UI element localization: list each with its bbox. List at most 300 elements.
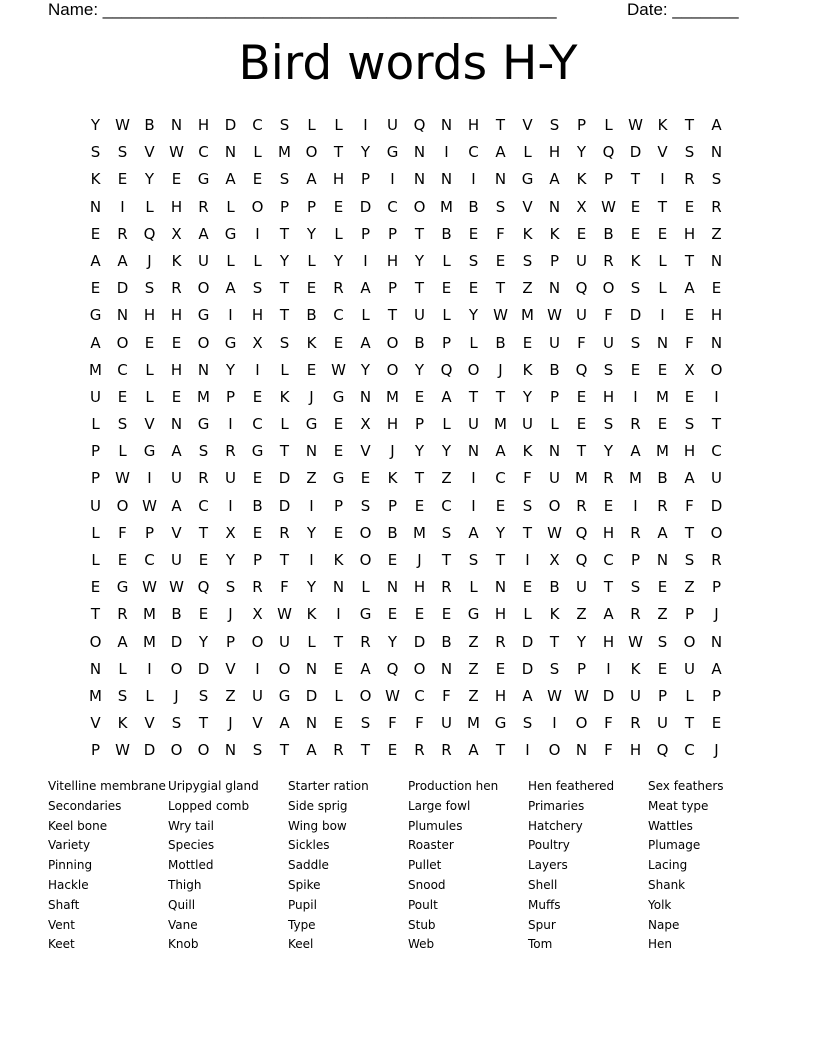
grid-letter[interactable]: Y — [414, 442, 425, 461]
grid-letter[interactable]: D — [521, 632, 534, 651]
grid-letter[interactable]: B — [495, 333, 506, 352]
grid-letter[interactable]: G — [386, 143, 399, 162]
grid-letter[interactable]: H — [251, 306, 264, 325]
grid-letter[interactable]: Y — [90, 116, 101, 134]
grid-letter[interactable]: C — [414, 686, 425, 705]
grid-letter[interactable]: U — [198, 251, 209, 270]
grid-letter[interactable]: V — [360, 442, 371, 461]
grid-letter[interactable]: B — [468, 197, 479, 216]
grid-letter[interactable]: I — [471, 469, 476, 488]
grid-letter[interactable]: C — [441, 496, 452, 515]
grid-letter[interactable]: E — [684, 306, 695, 325]
grid-letter[interactable]: N — [494, 170, 507, 189]
grid-letter[interactable]: M — [197, 387, 210, 406]
grid-letter[interactable]: E — [252, 387, 263, 406]
grid-letter[interactable]: Q — [197, 578, 210, 597]
grid-letter[interactable]: N — [494, 578, 507, 597]
grid-letter[interactable]: V — [252, 714, 263, 733]
grid-letter[interactable]: B — [414, 333, 425, 352]
grid-letter[interactable]: C — [387, 197, 398, 216]
grid-letter[interactable]: S — [603, 360, 614, 379]
grid-letter[interactable]: R — [441, 578, 452, 597]
grid-letter[interactable]: I — [471, 170, 476, 189]
grid-letter[interactable]: I — [363, 251, 368, 270]
grid-letter[interactable]: O — [548, 741, 561, 760]
grid-letter[interactable]: S — [198, 686, 209, 705]
grid-letter[interactable]: V — [144, 143, 155, 162]
grid-letter[interactable]: L — [523, 605, 532, 624]
grid-letter[interactable]: O — [197, 333, 210, 352]
grid-letter[interactable]: O — [170, 741, 183, 760]
grid-letter[interactable]: O — [116, 333, 129, 352]
grid-letter[interactable]: T — [684, 523, 695, 542]
grid-letter[interactable]: G — [197, 415, 210, 434]
grid-letter[interactable]: Y — [360, 143, 371, 162]
grid-letter[interactable]: Q — [602, 143, 615, 162]
grid-letter[interactable]: P — [711, 578, 722, 597]
grid-letter[interactable]: L — [658, 279, 667, 298]
grid-letter[interactable]: X — [252, 333, 263, 352]
grid-letter[interactable]: Q — [575, 360, 588, 379]
grid-letter[interactable]: B — [657, 469, 668, 488]
grid-letter[interactable]: L — [334, 686, 343, 705]
grid-letter[interactable]: E — [171, 170, 182, 189]
grid-letter[interactable]: N — [575, 741, 588, 760]
grid-letter[interactable]: E — [441, 605, 452, 624]
grid-letter[interactable]: L — [307, 116, 316, 134]
grid-letter[interactable]: W — [547, 306, 562, 325]
grid-letter[interactable]: K — [387, 469, 398, 488]
grid-letter[interactable]: G — [305, 415, 318, 434]
grid-letter[interactable]: W — [493, 306, 508, 325]
grid-letter[interactable]: C — [252, 415, 263, 434]
grid-letter[interactable]: I — [309, 496, 314, 515]
grid-letter[interactable]: I — [255, 360, 260, 379]
grid-letter[interactable]: L — [91, 551, 100, 569]
grid-letter[interactable]: U — [576, 578, 587, 597]
grid-letter[interactable]: J — [309, 387, 314, 406]
grid-letter[interactable]: R — [198, 469, 209, 488]
grid-letter[interactable]: H — [170, 306, 183, 325]
grid-letter[interactable]: L — [91, 415, 100, 434]
grid-letter[interactable]: O — [359, 551, 372, 569]
grid-letter[interactable]: F — [442, 686, 451, 705]
grid-letter[interactable]: O — [170, 659, 183, 678]
grid-letter[interactable]: V — [657, 143, 668, 162]
grid-letter[interactable]: O — [359, 523, 372, 542]
grid-letter[interactable]: E — [522, 578, 533, 597]
grid-letter[interactable]: A — [171, 496, 182, 515]
grid-letter[interactable]: L — [118, 659, 127, 678]
grid-letter[interactable]: C — [198, 143, 209, 162]
grid-letter[interactable]: Z — [468, 659, 479, 678]
grid-letter[interactable]: P — [576, 659, 587, 678]
grid-letter[interactable]: S — [657, 632, 668, 651]
grid-letter[interactable]: R — [576, 496, 587, 515]
grid-letter[interactable]: L — [442, 251, 451, 270]
grid-letter[interactable]: D — [116, 279, 129, 298]
grid-letter[interactable]: L — [253, 143, 262, 162]
grid-letter[interactable]: N — [440, 116, 453, 134]
grid-letter[interactable]: T — [603, 578, 614, 597]
grid-letter[interactable]: N — [224, 741, 237, 760]
grid-letter[interactable]: I — [228, 306, 233, 325]
grid-letter[interactable]: R — [225, 442, 236, 461]
grid-letter[interactable]: S — [252, 279, 263, 298]
grid-letter[interactable]: P — [90, 741, 101, 760]
grid-letter[interactable]: K — [576, 170, 587, 189]
grid-letter[interactable]: T — [684, 116, 695, 134]
grid-letter[interactable]: K — [171, 251, 182, 270]
grid-letter[interactable]: E — [414, 387, 425, 406]
grid-letter[interactable]: N — [656, 551, 669, 569]
grid-letter[interactable]: S — [630, 333, 641, 352]
grid-letter[interactable]: F — [523, 469, 532, 488]
grid-letter[interactable]: E — [441, 279, 452, 298]
grid-letter[interactable]: D — [413, 632, 426, 651]
grid-letter[interactable]: A — [117, 632, 128, 651]
grid-letter[interactable]: E — [657, 360, 668, 379]
grid-letter[interactable]: S — [225, 578, 236, 597]
grid-letter[interactable]: L — [307, 632, 316, 651]
grid-letter[interactable]: S — [279, 333, 290, 352]
grid-letter[interactable]: K — [306, 605, 317, 624]
grid-letter[interactable]: I — [552, 714, 557, 733]
grid-letter[interactable]: E — [90, 578, 101, 597]
grid-letter[interactable]: E — [387, 741, 398, 760]
grid-letter[interactable]: E — [333, 442, 344, 461]
grid-letter[interactable]: A — [360, 279, 371, 298]
grid-letter[interactable]: Y — [279, 251, 290, 270]
grid-letter[interactable]: N — [224, 143, 237, 162]
grid-letter[interactable]: L — [226, 197, 235, 216]
grid-letter[interactable]: H — [602, 387, 615, 406]
grid-letter[interactable]: O — [548, 496, 561, 515]
grid-letter[interactable]: K — [549, 224, 560, 243]
grid-letter[interactable]: K — [306, 333, 317, 352]
grid-letter[interactable]: I — [255, 224, 260, 243]
grid-letter[interactable]: O — [197, 279, 210, 298]
grid-letter[interactable]: P — [603, 170, 614, 189]
grid-letter[interactable]: K — [630, 251, 641, 270]
grid-letter[interactable]: O — [413, 659, 426, 678]
grid-letter[interactable]: U — [414, 306, 425, 325]
grid-letter[interactable]: H — [602, 632, 615, 651]
grid-letter[interactable]: V — [144, 415, 155, 434]
grid-letter[interactable]: W — [628, 116, 643, 134]
grid-letter[interactable]: Q — [575, 523, 588, 542]
grid-letter[interactable]: Y — [306, 224, 317, 243]
grid-letter[interactable]: C — [468, 143, 479, 162]
grid-letter[interactable]: I — [336, 605, 341, 624]
grid-letter[interactable]: W — [169, 578, 184, 597]
grid-letter[interactable]: T — [549, 632, 560, 651]
grid-letter[interactable]: Y — [603, 442, 614, 461]
grid-letter[interactable]: Y — [414, 360, 425, 379]
grid-letter[interactable]: G — [467, 605, 480, 624]
grid-letter[interactable]: L — [469, 333, 478, 352]
grid-letter[interactable]: P — [576, 116, 587, 134]
grid-letter[interactable]: U — [603, 333, 614, 352]
grid-letter[interactable]: N — [548, 197, 561, 216]
grid-letter[interactable]: W — [115, 469, 130, 488]
grid-letter[interactable]: Y — [306, 578, 317, 597]
grid-letter[interactable]: R — [333, 279, 344, 298]
grid-letter[interactable]: C — [144, 551, 155, 569]
grid-letter[interactable]: Z — [657, 605, 668, 624]
grid-letter[interactable]: I — [525, 551, 530, 569]
grid-letter[interactable]: G — [116, 578, 129, 597]
grid-letter[interactable]: W — [628, 632, 643, 651]
grid-letter[interactable]: S — [630, 279, 641, 298]
grid-letter[interactable]: I — [633, 496, 638, 515]
grid-letter[interactable]: O — [386, 360, 399, 379]
grid-letter[interactable]: F — [388, 714, 397, 733]
grid-letter[interactable]: R — [603, 251, 614, 270]
grid-letter[interactable]: E — [495, 251, 506, 270]
grid-letter[interactable]: U — [630, 686, 641, 705]
grid-letter[interactable]: O — [305, 143, 318, 162]
grid-letter[interactable]: H — [683, 442, 696, 461]
grid-letter[interactable]: D — [521, 659, 534, 678]
grid-letter[interactable]: N — [467, 442, 480, 461]
grid-letter[interactable]: T — [657, 197, 668, 216]
grid-letter[interactable]: P — [90, 442, 101, 461]
grid-letter[interactable]: N — [116, 306, 129, 325]
grid-letter[interactable]: H — [170, 360, 183, 379]
grid-letter[interactable]: Y — [225, 360, 236, 379]
grid-letter[interactable]: Y — [495, 523, 506, 542]
grid-letter[interactable]: E — [90, 224, 101, 243]
grid-letter[interactable]: A — [468, 741, 479, 760]
grid-letter[interactable]: J — [714, 741, 719, 760]
grid-letter[interactable]: V — [522, 197, 533, 216]
grid-letter[interactable]: C — [603, 551, 614, 569]
grid-letter[interactable]: C — [333, 306, 344, 325]
grid-letter[interactable]: U — [171, 551, 182, 569]
grid-letter[interactable]: G — [332, 469, 345, 488]
grid-letter[interactable]: E — [252, 170, 263, 189]
grid-letter[interactable]: O — [386, 333, 399, 352]
grid-letter[interactable]: E — [576, 415, 587, 434]
grid-letter[interactable]: Y — [576, 632, 587, 651]
grid-letter[interactable]: V — [225, 659, 236, 678]
grid-letter[interactable]: J — [390, 442, 395, 461]
grid-letter[interactable]: F — [685, 333, 694, 352]
grid-letter[interactable]: P — [414, 415, 425, 434]
grid-letter[interactable]: R — [441, 741, 452, 760]
grid-letter[interactable]: O — [116, 496, 129, 515]
grid-letter[interactable]: X — [684, 360, 695, 379]
grid-letter[interactable]: K — [333, 551, 344, 569]
grid-letter[interactable]: P — [225, 632, 236, 651]
grid-letter[interactable]: E — [468, 279, 479, 298]
grid-letter[interactable]: N — [710, 632, 723, 651]
grid-letter[interactable]: S — [360, 496, 371, 515]
grid-letter[interactable]: D — [197, 659, 210, 678]
grid-letter[interactable]: W — [547, 686, 562, 705]
grid-letter[interactable]: U — [711, 469, 722, 488]
grid-letter[interactable]: J — [714, 605, 719, 624]
grid-letter[interactable]: E — [414, 605, 425, 624]
grid-letter[interactable]: M — [143, 605, 156, 624]
grid-letter[interactable]: M — [413, 523, 426, 542]
grid-letter[interactable]: M — [89, 686, 102, 705]
grid-letter[interactable]: R — [657, 496, 668, 515]
grid-letter[interactable]: S — [684, 415, 695, 434]
grid-letter[interactable]: E — [117, 170, 128, 189]
grid-letter[interactable]: N — [89, 659, 102, 678]
grid-letter[interactable]: K — [522, 224, 533, 243]
grid-letter[interactable]: V — [90, 714, 101, 733]
grid-letter[interactable]: U — [549, 333, 560, 352]
grid-letter[interactable]: E — [468, 224, 479, 243]
grid-letter[interactable]: A — [225, 279, 236, 298]
grid-letter[interactable]: T — [495, 116, 506, 134]
grid-letter[interactable]: E — [117, 387, 128, 406]
grid-letter[interactable]: L — [91, 523, 100, 542]
grid-letter[interactable]: S — [90, 143, 101, 162]
grid-letter[interactable]: B — [603, 224, 614, 243]
grid-letter[interactable]: U — [90, 387, 101, 406]
grid-letter[interactable]: L — [685, 686, 694, 705]
grid-letter[interactable]: T — [279, 279, 290, 298]
grid-letter[interactable]: T — [495, 741, 506, 760]
grid-letter[interactable]: L — [118, 442, 127, 461]
grid-letter[interactable]: S — [144, 279, 155, 298]
grid-letter[interactable]: E — [657, 224, 668, 243]
grid-letter[interactable]: W — [169, 143, 184, 162]
grid-letter[interactable]: O — [467, 360, 480, 379]
grid-letter[interactable]: A — [684, 469, 695, 488]
grid-letter[interactable]: T — [630, 170, 641, 189]
grid-letter[interactable]: J — [498, 360, 503, 379]
grid-letter[interactable]: L — [469, 578, 478, 597]
grid-letter[interactable]: G — [251, 442, 264, 461]
grid-letter[interactable]: E — [90, 279, 101, 298]
grid-letter[interactable]: Z — [306, 469, 317, 488]
grid-letter[interactable]: B — [441, 224, 452, 243]
grid-letter[interactable]: E — [252, 523, 263, 542]
grid-letter[interactable]: H — [683, 224, 696, 243]
grid-letter[interactable]: D — [224, 116, 237, 134]
grid-letter[interactable]: S — [198, 442, 209, 461]
grid-letter[interactable]: T — [279, 224, 290, 243]
grid-letter[interactable]: E — [522, 333, 533, 352]
grid-letter[interactable]: I — [147, 469, 152, 488]
grid-letter[interactable]: L — [307, 251, 316, 270]
grid-letter[interactable]: J — [228, 714, 233, 733]
grid-letter[interactable]: W — [115, 116, 130, 134]
grid-letter[interactable]: B — [171, 605, 182, 624]
grid-letter[interactable]: Z — [576, 605, 587, 624]
grid-letter[interactable]: A — [306, 170, 317, 189]
grid-letter[interactable]: P — [387, 224, 398, 243]
grid-letter[interactable]: G — [197, 306, 210, 325]
grid-letter[interactable]: T — [414, 279, 425, 298]
grid-letter[interactable]: K — [657, 116, 668, 134]
grid-letter[interactable]: Y — [360, 360, 371, 379]
grid-letter[interactable]: D — [602, 686, 615, 705]
grid-letter[interactable]: B — [441, 632, 452, 651]
grid-letter[interactable]: P — [441, 333, 452, 352]
grid-letter[interactable]: M — [89, 360, 102, 379]
grid-letter[interactable]: W — [331, 360, 346, 379]
grid-letter[interactable]: S — [684, 551, 695, 569]
grid-letter[interactable]: P — [630, 551, 641, 569]
grid-letter[interactable]: K — [522, 442, 533, 461]
grid-letter[interactable]: E — [630, 197, 641, 216]
grid-letter[interactable]: U — [468, 415, 479, 434]
grid-letter[interactable]: E — [657, 415, 668, 434]
grid-letter[interactable]: A — [522, 686, 533, 705]
grid-letter[interactable]: L — [604, 116, 613, 134]
grid-letter[interactable]: F — [415, 714, 424, 733]
grid-letter[interactable]: W — [385, 686, 400, 705]
grid-letter[interactable]: S — [279, 170, 290, 189]
grid-letter[interactable]: O — [197, 741, 210, 760]
grid-letter[interactable]: N — [548, 442, 561, 461]
grid-letter[interactable]: E — [171, 387, 182, 406]
grid-letter[interactable]: A — [279, 714, 290, 733]
grid-letter[interactable]: A — [117, 251, 128, 270]
grid-letter[interactable]: I — [714, 387, 719, 406]
grid-letter[interactable]: E — [333, 197, 344, 216]
grid-letter[interactable]: F — [280, 578, 289, 597]
grid-letter[interactable]: L — [226, 251, 235, 270]
grid-letter[interactable]: A — [360, 333, 371, 352]
grid-letter[interactable]: T — [495, 551, 506, 569]
grid-letter[interactable]: P — [549, 251, 560, 270]
grid-letter[interactable]: E — [657, 659, 668, 678]
grid-letter[interactable]: H — [602, 523, 615, 542]
grid-letter[interactable]: U — [549, 469, 560, 488]
grid-letter[interactable]: T — [522, 523, 533, 542]
grid-letter[interactable]: S — [630, 578, 641, 597]
grid-letter[interactable]: N — [332, 578, 345, 597]
grid-letter[interactable]: E — [333, 659, 344, 678]
grid-letter[interactable]: P — [333, 496, 344, 515]
grid-letter[interactable]: M — [494, 415, 507, 434]
grid-letter[interactable]: U — [225, 469, 236, 488]
grid-letter[interactable]: R — [603, 469, 614, 488]
grid-letter[interactable]: N — [305, 714, 318, 733]
grid-letter[interactable]: R — [414, 741, 425, 760]
grid-letter[interactable]: U — [387, 116, 398, 134]
grid-letter[interactable]: E — [333, 415, 344, 434]
grid-letter[interactable]: A — [495, 143, 506, 162]
grid-letter[interactable]: M — [467, 714, 480, 733]
grid-letter[interactable]: K — [549, 605, 560, 624]
grid-letter[interactable]: A — [549, 170, 560, 189]
grid-letter[interactable]: L — [253, 251, 262, 270]
grid-letter[interactable]: R — [198, 197, 209, 216]
grid-letter[interactable]: A — [198, 224, 209, 243]
grid-letter[interactable]: L — [442, 415, 451, 434]
grid-letter[interactable]: G — [197, 170, 210, 189]
grid-letter[interactable]: P — [279, 197, 290, 216]
grid-letter[interactable]: T — [495, 387, 506, 406]
grid-letter[interactable]: S — [495, 197, 506, 216]
grid-letter[interactable]: P — [144, 523, 155, 542]
grid-letter[interactable]: C — [495, 469, 506, 488]
grid-letter[interactable]: P — [360, 224, 371, 243]
grid-letter[interactable]: Z — [684, 578, 695, 597]
grid-letter[interactable]: F — [496, 224, 505, 243]
grid-letter[interactable]: N — [413, 170, 426, 189]
grid-letter[interactable]: H — [332, 170, 345, 189]
grid-letter[interactable]: O — [278, 659, 291, 678]
